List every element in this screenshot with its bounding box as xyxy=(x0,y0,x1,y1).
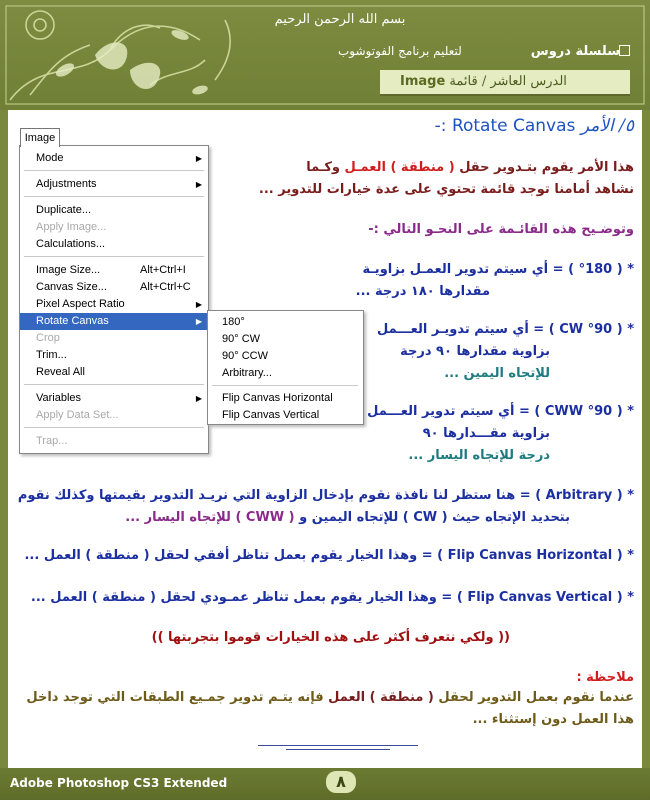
image-menu-panel xyxy=(19,145,209,454)
flip-vertical-line: * ( Flip Canvas Vertical ) = وهذا الخيار يقوم بعمل تناظر عمـودي لحقل ( منطقة ) العمل ... xyxy=(30,590,634,605)
divider-line xyxy=(286,749,390,750)
heading-suffix: :- xyxy=(434,116,447,136)
menu-label: قائمة xyxy=(449,74,478,89)
lesson-number: الدرس العاشر / xyxy=(481,74,567,89)
submenu-item-90-cw[interactable]: 90° CW xyxy=(222,333,261,345)
menu-item-adjustments[interactable]: Adjustments ▶ xyxy=(20,176,208,193)
option-cw-line-1: * ( CW °90 ) = أي سيتم تدويـر العـــمل xyxy=(377,322,634,337)
submenu-item-arbitrary[interactable]: Arbitrary... xyxy=(222,367,272,379)
submenu-arrow-icon: ▶ xyxy=(195,300,202,309)
menu-item-apply-data-set: Apply Data Set... xyxy=(36,409,119,421)
flip-horizontal-line: * ( Flip Canvas Horizontal ) = وهذا الخيار يقوم بعمل تناظر أفقي لحقل ( منطقة ) العمل ... xyxy=(24,548,634,563)
submenu-arrow-icon: ▶ xyxy=(195,154,202,163)
footer-product: Adobe Photoshop CS3 Extended xyxy=(10,776,228,790)
image-menu-tab[interactable]: Image xyxy=(20,128,60,147)
heading-command: Rotate Canvas xyxy=(451,116,576,136)
rotate-canvas-submenu xyxy=(207,310,364,425)
option-ccw-line-3: درجة للإتجاه اليسار ... xyxy=(408,448,550,463)
footer-bar xyxy=(0,768,650,800)
menu-separator xyxy=(24,427,204,428)
arbitrary-line-2: بتحديد الإتجاه حيث ( CW ) للإتجاه اليمين و ( CWW ) للإتجاه اليسار ... xyxy=(125,510,570,525)
menu-item-pixel-aspect-ratio[interactable]: Pixel Aspect Ratio ▶ xyxy=(20,296,208,313)
note-label: ملاحظة : xyxy=(576,670,634,685)
menu-separator xyxy=(24,170,204,171)
menu-separator xyxy=(212,385,358,386)
submenu-item-90-ccw[interactable]: 90° CCW xyxy=(222,350,268,362)
square-icon xyxy=(619,45,630,56)
note-line-2: هذا العمل دون إستثناء ... xyxy=(472,712,634,727)
page-number: ٨ xyxy=(326,771,356,793)
menu-separator xyxy=(24,196,204,197)
submenu-arrow-icon: ▶ xyxy=(195,394,202,403)
heading-number: ٥/ الأمر xyxy=(580,116,634,136)
submenu-item-flip-horizontal[interactable]: Flip Canvas Horizontal xyxy=(222,392,333,404)
series-title xyxy=(531,44,620,59)
menu-item-crop: Crop xyxy=(36,332,60,344)
menu-item-duplicate[interactable]: Duplicate... xyxy=(36,204,92,216)
menu-item-apply-image: Apply Image... xyxy=(36,221,107,233)
submenu-arrow-icon: ▶ xyxy=(195,180,202,189)
menu-name: Image xyxy=(400,74,446,89)
submenu-arrow-icon: ▶ xyxy=(195,317,202,326)
option-cw-line-3: للإتجاه اليمين ... xyxy=(444,366,550,381)
right-frame xyxy=(642,110,650,770)
menu-separator xyxy=(24,384,204,385)
header-banner xyxy=(0,0,650,110)
submenu-item-flip-vertical[interactable]: Flip Canvas Vertical xyxy=(222,409,320,421)
intro-line-1: هذا الأمر يقوم بتـدوير حقل ( منطقة ) العمـل وكـما xyxy=(306,160,634,175)
menu-item-image-size[interactable]: Image Size... Alt+Ctrl+I xyxy=(36,264,186,276)
option-ccw-line-1: * ( CWW °90 ) = أي سيتم تدوير العـــمل xyxy=(367,404,634,419)
menu-item-rotate-canvas[interactable]: Rotate Canvas ▶ xyxy=(20,313,208,330)
note-line-1: عندما نقوم بعمل التدوير لحقل ( منطقة ) العمل فإنه يتـم تدوير جمـيع الطبقات التي توجد داخل xyxy=(26,690,634,705)
menu-item-calculations[interactable]: Calculations... xyxy=(36,238,106,250)
option-180-line-1: * ( °180 ) = أي سيتم تدوير العمـل بزاويـة xyxy=(362,262,634,277)
bismillah-text: بسم الله الرحمن الرحيم xyxy=(274,12,406,27)
option-180-line-2: مقدارها ١٨٠ درجة ... xyxy=(355,284,490,299)
series-subtitle: لتعليم برنامج الفوتوشوب xyxy=(338,44,462,58)
intro-line-2: نشاهد أمامنا توجد قائمة تحتوي على عدة خيارات للتدوير ... xyxy=(258,182,634,197)
section-heading xyxy=(435,116,634,136)
menu-item-variables[interactable]: Variables ▶ xyxy=(20,390,208,407)
menu-item-trap: Trap... xyxy=(36,435,68,447)
menu-item-trim[interactable]: Trim... xyxy=(36,349,67,361)
menu-item-canvas-size[interactable]: Canvas Size... Alt+Ctrl+C xyxy=(36,281,191,293)
option-cw-line-2: بزاوية مقدارها ٩٠ درجة xyxy=(400,344,550,359)
arbitrary-line-1: * ( Arbitrary ) = هنا ستظر لنا نافذة نقوم بإدخال الزاوية التي نريـد التدوير بقيمتها وكذلك نقوم xyxy=(17,488,634,503)
closing-line: (( ولكي نتعرف أكثر على هذه الخيارات قوموا بتجربتها )) xyxy=(151,630,510,645)
menu-separator xyxy=(24,256,204,257)
menu-item-mode[interactable]: Mode ▶ xyxy=(20,150,208,167)
divider-line xyxy=(258,745,418,746)
submenu-item-180[interactable]: 180° xyxy=(222,316,245,328)
option-ccw-line-2: بزاوية مقـــدارها ٩٠ xyxy=(422,426,550,441)
intro-line-3: وتوضـيح هذه القائـمة على النحـو التالي :- xyxy=(368,222,634,237)
menu-item-reveal-all[interactable]: Reveal All xyxy=(36,366,85,378)
left-frame xyxy=(0,110,8,770)
series-word: سلسلة دروس xyxy=(530,44,620,59)
lesson-label xyxy=(400,74,567,89)
